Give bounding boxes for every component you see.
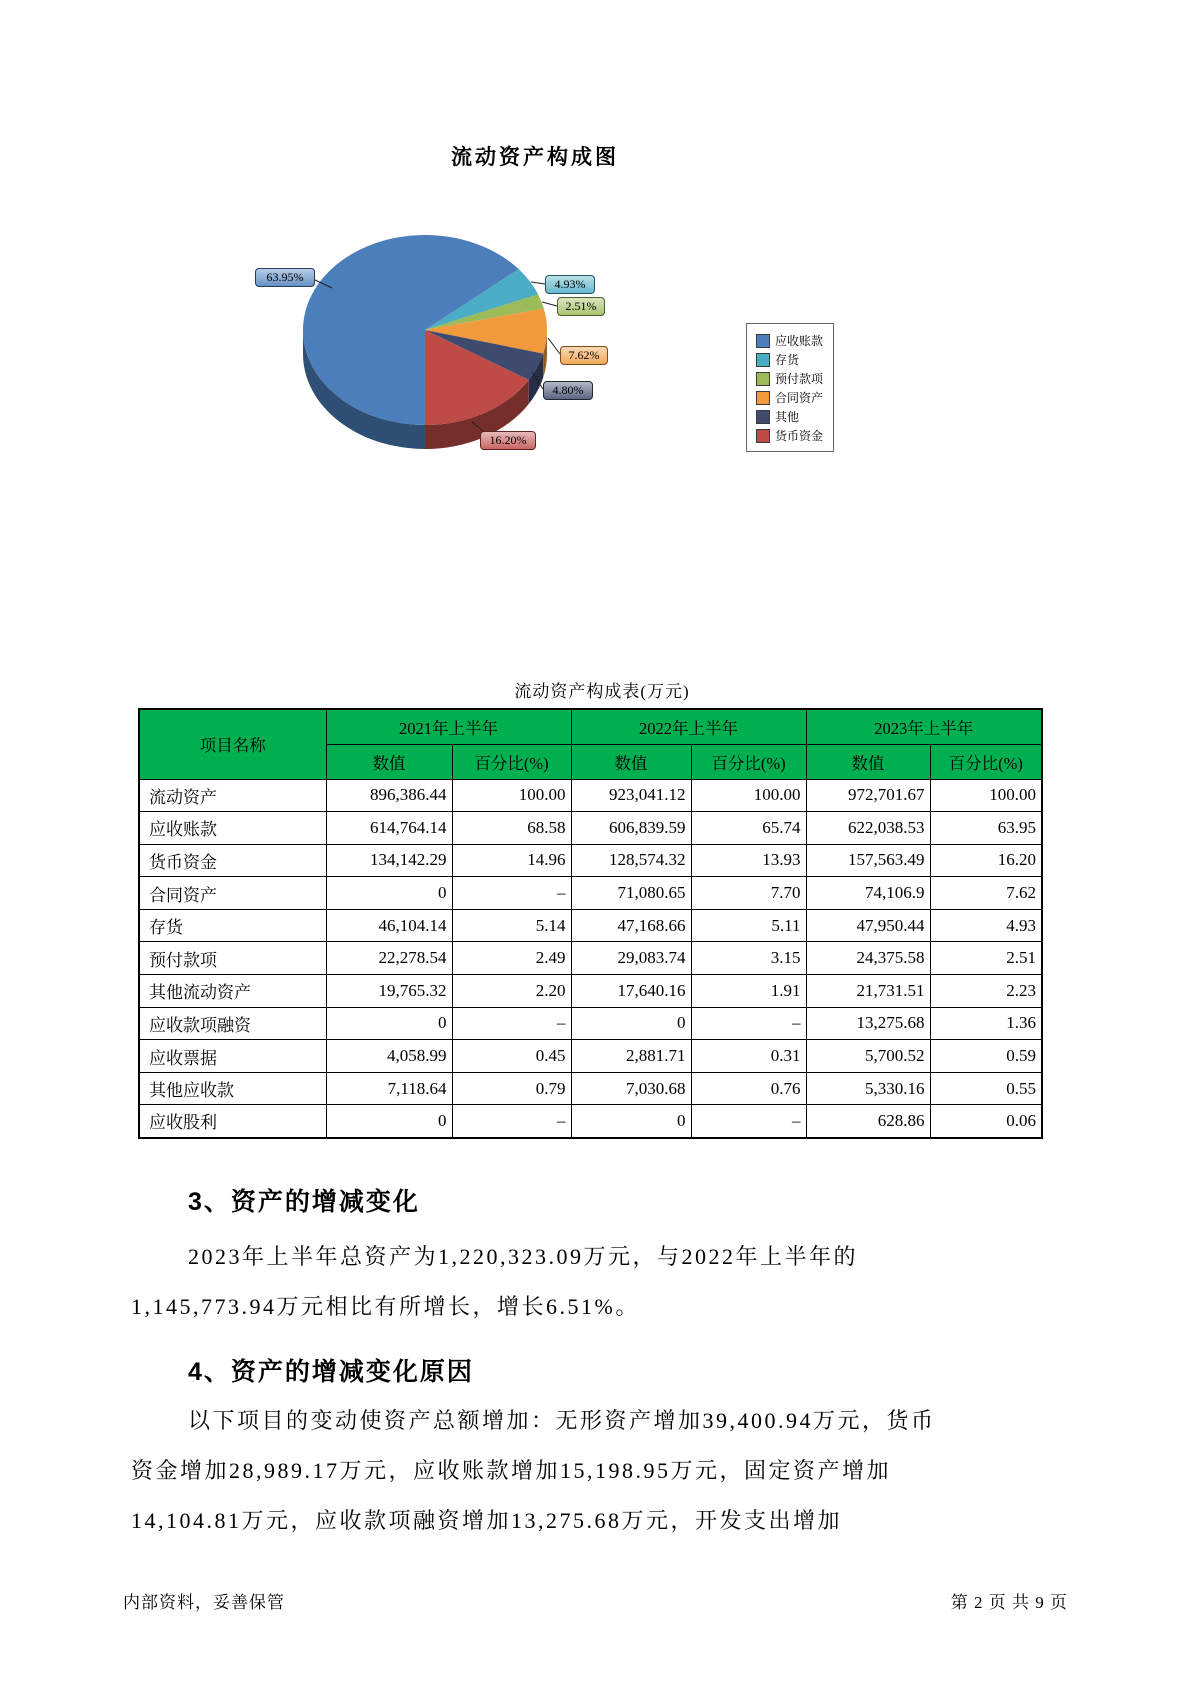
table-cell-value: 0.59 bbox=[930, 1040, 1042, 1073]
table-cell-item-name: 流动资产 bbox=[139, 779, 326, 812]
table-row bbox=[139, 1105, 1042, 1138]
legend-swatch-icon bbox=[756, 410, 770, 424]
table-row bbox=[139, 844, 1042, 877]
table-cell-value: 100.00 bbox=[452, 779, 571, 812]
pie-chart-title: 流动资产构成图 bbox=[451, 145, 619, 169]
paragraph-line: 14,104.81万元，应收款项融资增加13,275.68万元，开发支出增加 bbox=[131, 1508, 843, 1533]
table-cell-value: 128,574.32 bbox=[571, 844, 691, 877]
table-cell-value: 74,106.9 bbox=[806, 877, 930, 910]
header-value-2023: 数值 bbox=[806, 744, 930, 779]
table-cell-value: 5.11 bbox=[691, 909, 806, 942]
table-cell-value: 157,563.49 bbox=[806, 844, 930, 877]
header-item-name: 项目名称 bbox=[139, 709, 326, 779]
section-heading-3: 3、资产的增减变化 bbox=[188, 1188, 420, 1216]
table-cell-item-name: 应收票据 bbox=[139, 1040, 326, 1073]
header-pct-2023: 百分比(%) bbox=[930, 744, 1042, 779]
header-pct-2022: 百分比(%) bbox=[691, 744, 806, 779]
legend-item bbox=[756, 407, 833, 426]
pie-data-label: 4.93% bbox=[545, 275, 595, 294]
legend-swatch-icon bbox=[756, 334, 770, 348]
paragraph-line: 资金增加28,989.17万元，应收账款增加15,198.95万元，固定资产增加 bbox=[131, 1458, 892, 1483]
table-cell-value: 63.95 bbox=[930, 812, 1042, 845]
table-cell-value: 0.79 bbox=[452, 1072, 571, 1105]
table-row bbox=[139, 877, 1042, 910]
legend-swatch-icon bbox=[756, 353, 770, 367]
table-cell-item-name: 存货 bbox=[139, 909, 326, 942]
legend-item bbox=[756, 331, 833, 350]
table-cell-item-name: 应收账款 bbox=[139, 812, 326, 845]
footer-confidential-note: 内部资料，妥善保管 bbox=[123, 1593, 285, 1612]
table-cell-value: – bbox=[452, 1105, 571, 1138]
table-cell-value: 24,375.58 bbox=[806, 942, 930, 975]
table-cell-value: 21,731.51 bbox=[806, 975, 930, 1008]
table-cell-value: 7.62 bbox=[930, 877, 1042, 910]
footer-page-number: 第 2 页 共 9 页 bbox=[950, 1593, 1068, 1612]
legend-label: 存货 bbox=[775, 353, 800, 367]
table-cell-value: – bbox=[452, 1007, 571, 1040]
table-cell-value: 100.00 bbox=[691, 779, 806, 812]
table-row bbox=[139, 975, 1042, 1008]
table-cell-value: 1.91 bbox=[691, 975, 806, 1008]
legend-label: 预付款项 bbox=[775, 372, 824, 386]
table-cell-value: 628.86 bbox=[806, 1105, 930, 1138]
table-cell-value: 0.45 bbox=[452, 1040, 571, 1073]
table-cell-value: 2.20 bbox=[452, 975, 571, 1008]
table-cell-value: 47,168.66 bbox=[571, 909, 691, 942]
legend-item bbox=[756, 388, 833, 407]
table-cell-value: 7.70 bbox=[691, 877, 806, 910]
header-value-2022: 数值 bbox=[571, 744, 691, 779]
table-cell-value: 5,700.52 bbox=[806, 1040, 930, 1073]
paragraph-4 bbox=[131, 1404, 1081, 1554]
table-cell-value: 606,839.59 bbox=[571, 812, 691, 845]
header-year-2022: 2022年上半年 bbox=[571, 709, 806, 744]
table-cell-value: 7,118.64 bbox=[326, 1072, 452, 1105]
header-value-2021: 数值 bbox=[326, 744, 452, 779]
pie-data-label: 7.62% bbox=[560, 346, 608, 365]
legend-swatch-icon bbox=[756, 372, 770, 386]
table-cell-value: 47,950.44 bbox=[806, 909, 930, 942]
table-cell-value: 0.31 bbox=[691, 1040, 806, 1073]
legend-label: 合同资产 bbox=[775, 391, 824, 405]
table-cell-value: 2,881.71 bbox=[571, 1040, 691, 1073]
table-cell-value: 0.55 bbox=[930, 1072, 1042, 1105]
header-year-2021: 2021年上半年 bbox=[326, 709, 571, 744]
table-cell-item-name: 合同资产 bbox=[139, 877, 326, 910]
legend-label: 货币资金 bbox=[775, 429, 824, 443]
table-cell-value: 16.20 bbox=[930, 844, 1042, 877]
table-cell-value: 13,275.68 bbox=[806, 1007, 930, 1040]
table-cell-value: 0 bbox=[326, 1105, 452, 1138]
table-cell-value: 614,764.14 bbox=[326, 812, 452, 845]
table-row bbox=[139, 942, 1042, 975]
table-cell-value: 5.14 bbox=[452, 909, 571, 942]
table-cell-value: 22,278.54 bbox=[326, 942, 452, 975]
legend-item bbox=[756, 369, 833, 388]
table-cell-value: 5,330.16 bbox=[806, 1072, 930, 1105]
table-cell-value: 2.23 bbox=[930, 975, 1042, 1008]
pie-data-label: 2.51% bbox=[557, 297, 605, 316]
table-row bbox=[139, 1007, 1042, 1040]
current-assets-table bbox=[138, 708, 1043, 1139]
table-cell-value: 1.36 bbox=[930, 1007, 1042, 1040]
table-cell-value: 0 bbox=[326, 1007, 452, 1040]
table-row bbox=[139, 1072, 1042, 1105]
table-cell-item-name: 预付款项 bbox=[139, 942, 326, 975]
table-cell-value: 14.96 bbox=[452, 844, 571, 877]
paragraph-3 bbox=[131, 1240, 1081, 1340]
table-cell-value: – bbox=[691, 1105, 806, 1138]
legend-swatch-icon bbox=[756, 429, 770, 443]
legend-label: 应收账款 bbox=[775, 334, 824, 348]
pie-data-label: 63.95% bbox=[255, 268, 315, 287]
table-title: 流动资产构成表(万元) bbox=[514, 682, 690, 701]
pie-label-leader-line bbox=[531, 282, 545, 284]
table-cell-value: 2.49 bbox=[452, 942, 571, 975]
table-cell-value: 46,104.14 bbox=[326, 909, 452, 942]
table-cell-item-name: 应收股利 bbox=[139, 1105, 326, 1138]
table-row bbox=[139, 909, 1042, 942]
table-cell-value: 65.74 bbox=[691, 812, 806, 845]
table-cell-value: 7,030.68 bbox=[571, 1072, 691, 1105]
table-cell-value: 3.15 bbox=[691, 942, 806, 975]
table-row bbox=[139, 779, 1042, 812]
paragraph-line: 1,145,773.94万元相比有所增长，增长6.51%。 bbox=[131, 1294, 640, 1319]
table-cell-value: 71,080.65 bbox=[571, 877, 691, 910]
table-cell-value: 2.51 bbox=[930, 942, 1042, 975]
pie-chart bbox=[150, 180, 710, 480]
table-cell-item-name: 货币资金 bbox=[139, 844, 326, 877]
pie-label-leader-line bbox=[542, 302, 557, 306]
pie-data-label: 16.20% bbox=[480, 431, 536, 450]
legend-item bbox=[756, 350, 833, 369]
paragraph-line: 以下项目的变动使资产总额增加：无形资产增加39,400.94万元，货币 bbox=[188, 1408, 936, 1433]
table-cell-item-name: 应收款项融资 bbox=[139, 1007, 326, 1040]
table-cell-value: 100.00 bbox=[930, 779, 1042, 812]
table-cell-item-name: 其他应收款 bbox=[139, 1072, 326, 1105]
table-cell-value: 4.93 bbox=[930, 909, 1042, 942]
table-cell-value: 0.06 bbox=[930, 1105, 1042, 1138]
section-heading-4: 4、资产的增减变化原因 bbox=[188, 1358, 474, 1386]
pie-data-label: 4.80% bbox=[543, 381, 593, 400]
paragraph-line: 2023年上半年总资产为1,220,323.09万元，与2022年上半年的 bbox=[188, 1244, 859, 1269]
table-header-row-years bbox=[139, 709, 1042, 744]
table-cell-value: 0 bbox=[571, 1007, 691, 1040]
legend-item bbox=[756, 426, 833, 445]
table-cell-value: 134,142.29 bbox=[326, 844, 452, 877]
table-cell-value: 17,640.16 bbox=[571, 975, 691, 1008]
table-cell-value: 19,765.32 bbox=[326, 975, 452, 1008]
header-year-2023: 2023年上半年 bbox=[806, 709, 1042, 744]
table-cell-item-name: 其他流动资产 bbox=[139, 975, 326, 1008]
legend-label: 其他 bbox=[775, 410, 800, 424]
table-cell-value: 4,058.99 bbox=[326, 1040, 452, 1073]
table-cell-value: 68.58 bbox=[452, 812, 571, 845]
table-cell-value: 0.76 bbox=[691, 1072, 806, 1105]
table-cell-value: – bbox=[452, 877, 571, 910]
legend-swatch-icon bbox=[756, 391, 770, 405]
pie-chart-area bbox=[150, 180, 930, 480]
table-cell-value: 0 bbox=[571, 1105, 691, 1138]
table-row bbox=[139, 1040, 1042, 1073]
table-cell-value: 13.93 bbox=[691, 844, 806, 877]
table-row bbox=[139, 812, 1042, 845]
table-cell-value: 622,038.53 bbox=[806, 812, 930, 845]
chart-legend bbox=[746, 323, 834, 452]
table-cell-value: 896,386.44 bbox=[326, 779, 452, 812]
table-cell-value: – bbox=[691, 1007, 806, 1040]
header-pct-2021: 百分比(%) bbox=[452, 744, 571, 779]
pie-label-leader-line bbox=[548, 338, 560, 354]
table-cell-value: 972,701.67 bbox=[806, 779, 930, 812]
table-cell-value: 0 bbox=[326, 877, 452, 910]
table-cell-value: 29,083.74 bbox=[571, 942, 691, 975]
table-cell-value: 923,041.12 bbox=[571, 779, 691, 812]
